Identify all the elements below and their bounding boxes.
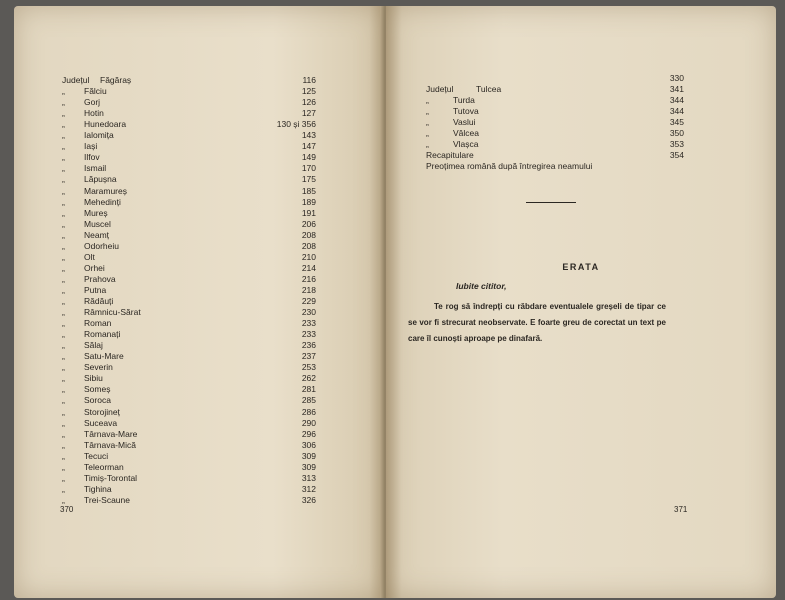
toc-entry-name: Ialomița bbox=[84, 130, 114, 141]
toc-entry-page: 353 bbox=[669, 139, 684, 149]
toc-entry-prefix: „ bbox=[426, 139, 429, 149]
toc-entry-name: Roman bbox=[84, 318, 112, 329]
toc-entry-name: Hunedoara bbox=[84, 119, 127, 130]
toc-entry-prefix: „ bbox=[62, 351, 65, 362]
toc-entry bbox=[426, 84, 684, 95]
toc-entry-name: Hotin bbox=[84, 108, 104, 119]
toc-entry-page: 116 bbox=[302, 75, 316, 85]
toc-entry-page: 216 bbox=[301, 273, 316, 284]
toc-entry-prefix: „ bbox=[62, 362, 65, 373]
toc-entry-page: 170 bbox=[301, 163, 316, 174]
toc-entry-name: Trei-Scaune bbox=[84, 494, 130, 505]
toc-entry bbox=[62, 163, 316, 174]
toc-entry-prefix: „ bbox=[62, 461, 65, 472]
toc-entry-prefix: „ bbox=[62, 450, 65, 461]
toc-entry bbox=[62, 351, 316, 362]
toc-entry-prefix: „ bbox=[62, 97, 65, 108]
toc-entry-name: Târnava-Mare bbox=[84, 428, 138, 439]
toc-entry-prefix: „ bbox=[62, 240, 65, 251]
toc-entry-prefix: „ bbox=[62, 196, 65, 207]
toc-entry bbox=[62, 418, 316, 429]
toc-entry-page: 127 bbox=[301, 108, 316, 119]
toc-entry bbox=[62, 197, 316, 208]
toc-entry-prefix: „ bbox=[62, 152, 65, 163]
toc-entry-page: 306 bbox=[301, 439, 316, 450]
toc-entry bbox=[426, 95, 684, 106]
errata-body: Te rog să îndrepți cu răbdare eventualele greșeli de tipar ce se vor fi strecurat neobservate. E foarte greu de corectat un text pe care îl cunoști aproape pe dinafară. bbox=[408, 302, 666, 343]
toc-entry-page: 149 bbox=[301, 152, 316, 163]
toc-entry-prefix: „ bbox=[62, 428, 65, 439]
toc-entry-name: Prahova bbox=[84, 273, 116, 284]
toc-entry bbox=[62, 373, 316, 384]
toc-entry-prefix: „ bbox=[62, 207, 65, 218]
toc-entry-name: Sibiu bbox=[84, 373, 103, 384]
toc-entry-name: Putna bbox=[84, 284, 107, 295]
toc-entry-name: Maramureș bbox=[84, 185, 127, 196]
toc-entry-name: Odorheiu bbox=[84, 240, 119, 251]
toc-entry-name: Rădăuți bbox=[84, 296, 114, 306]
toc-entry-page: 191 bbox=[301, 207, 316, 218]
toc-entry bbox=[426, 150, 684, 161]
toc-entry-name: Someș bbox=[84, 384, 111, 395]
toc-entry-prefix: „ bbox=[62, 296, 65, 306]
toc-entry-page: 313 bbox=[301, 472, 316, 483]
toc-entry-name: Mureș bbox=[84, 207, 108, 218]
toc-entry-page: 233 bbox=[301, 329, 316, 340]
toc-entry-page: 344 bbox=[669, 95, 684, 105]
toc-entry-name: Timiș-Torontal bbox=[84, 472, 138, 483]
page-number-left: 370 bbox=[60, 505, 74, 514]
toc-entry-name: Preoțimea română după întregirea neamului bbox=[426, 161, 593, 171]
toc-entry-name: Gorj bbox=[84, 97, 101, 108]
toc-entry bbox=[62, 440, 316, 451]
toc-entry-page: 326 bbox=[301, 494, 316, 505]
toc-entry-prefix: „ bbox=[426, 95, 429, 105]
toc-entry-prefix: „ bbox=[62, 439, 65, 450]
toc-entry-prefix: „ bbox=[62, 483, 65, 494]
toc-entry-page: 281 bbox=[301, 384, 316, 395]
toc-entry bbox=[62, 75, 316, 86]
toc-entry-prefix: „ bbox=[62, 262, 65, 273]
right-page bbox=[386, 6, 776, 598]
toc-entry-page: 345 bbox=[669, 117, 684, 127]
toc-entry-page: 185 bbox=[301, 185, 316, 196]
toc-entry-page: 354 bbox=[669, 150, 684, 160]
toc-entry bbox=[62, 97, 316, 108]
toc-entry-name: Teleorman bbox=[84, 461, 124, 472]
toc-entry-prefix: „ bbox=[62, 229, 65, 240]
toc-entry-prefix: „ bbox=[62, 406, 65, 417]
toc-entry-prefix: „ bbox=[62, 472, 65, 483]
toc-entry-name: Vlașca bbox=[453, 139, 479, 149]
toc-entry-name: Vaslui bbox=[453, 117, 476, 127]
toc-entry-page: 237 bbox=[301, 351, 316, 362]
toc-entry-page: 350 bbox=[669, 128, 684, 138]
toc-entry-prefix: „ bbox=[426, 106, 429, 116]
toc-entry-page: 312 bbox=[301, 483, 316, 494]
toc-entry-name: Recapitulare bbox=[426, 150, 474, 160]
toc-entry bbox=[62, 329, 316, 340]
toc-entry bbox=[62, 296, 316, 307]
toc-entry bbox=[62, 318, 316, 329]
toc-entry-prefix: „ bbox=[62, 307, 65, 318]
toc-entry-name: Fălciu bbox=[84, 86, 107, 97]
toc-entry bbox=[62, 241, 316, 252]
toc-entry-prefix: „ bbox=[62, 494, 65, 505]
toc-entry-name: Iași bbox=[84, 141, 98, 152]
toc-entry bbox=[62, 174, 316, 185]
toc-entry bbox=[62, 230, 316, 241]
toc-entry bbox=[62, 119, 316, 130]
toc-entry bbox=[62, 407, 316, 418]
toc-entry-prefix: Județul bbox=[426, 84, 454, 94]
toc-entry-prefix: „ bbox=[62, 318, 65, 329]
toc-entry-prefix: „ bbox=[426, 128, 429, 138]
toc-entry-prefix: „ bbox=[62, 251, 65, 262]
section-divider bbox=[526, 202, 576, 203]
toc-entry bbox=[426, 161, 684, 172]
toc-entry-name: Tecuci bbox=[84, 450, 109, 461]
toc-entry bbox=[62, 495, 316, 506]
toc-entry-page: 330 bbox=[669, 73, 684, 83]
toc-entry bbox=[62, 340, 316, 351]
toc-entry-prefix: „ bbox=[62, 417, 65, 428]
left-page bbox=[14, 6, 384, 598]
toc-entry-page: 126 bbox=[301, 97, 316, 108]
toc-entry-name: Râmnicu-Sărat bbox=[84, 307, 141, 318]
toc-entry-name: Satu-Mare bbox=[84, 351, 124, 362]
toc-entry bbox=[426, 117, 684, 128]
toc-entry-prefix: „ bbox=[62, 163, 65, 174]
toc-entry-page: 210 bbox=[301, 251, 316, 262]
toc-entry-page: 143 bbox=[301, 130, 316, 141]
open-book bbox=[14, 6, 778, 598]
toc-entry-name: Ismail bbox=[84, 163, 107, 174]
toc-entry-name: Turda bbox=[453, 95, 475, 105]
toc-entry-prefix: „ bbox=[62, 174, 65, 185]
toc-entry-page: 208 bbox=[301, 240, 316, 251]
toc-entry-page: 233 bbox=[301, 318, 316, 329]
toc-entry-prefix: „ bbox=[62, 284, 65, 295]
toc-entry bbox=[62, 462, 316, 473]
toc-entry-page: 296 bbox=[301, 428, 316, 439]
toc-entry-page: 206 bbox=[301, 218, 316, 229]
toc-entry bbox=[62, 219, 316, 230]
toc-entry-prefix: „ bbox=[62, 130, 65, 141]
toc-entry bbox=[62, 362, 316, 373]
toc-entry-prefix: „ bbox=[62, 141, 65, 152]
toc-entry-prefix: Județul bbox=[62, 75, 90, 85]
toc-entry-page: 341 bbox=[669, 84, 684, 94]
toc-entry-page: 130 și 356 bbox=[276, 119, 316, 130]
toc-entry bbox=[62, 451, 316, 462]
toc-entry-page: 230 bbox=[301, 307, 316, 318]
toc-entry-prefix: „ bbox=[62, 273, 65, 284]
toc-entry-prefix: „ bbox=[62, 86, 65, 97]
toc-entry-page: 253 bbox=[301, 362, 316, 373]
toc-entry-page: 236 bbox=[301, 340, 316, 351]
toc-entry-prefix: „ bbox=[426, 117, 429, 127]
toc-entry-page: 344 bbox=[669, 106, 684, 116]
toc-entry-name: Soroca bbox=[84, 395, 111, 406]
toc-entry-page: 125 bbox=[301, 86, 316, 97]
toc-entry-name: Făgăraș bbox=[100, 75, 132, 85]
toc-entry-name: Muscel bbox=[84, 218, 111, 229]
toc-entry bbox=[62, 473, 316, 484]
toc-entry bbox=[426, 139, 684, 150]
toc-entry bbox=[62, 285, 316, 296]
toc-entry-page: 189 bbox=[301, 196, 316, 207]
page-number-right: 371 bbox=[674, 505, 688, 514]
toc-entry-prefix: „ bbox=[62, 119, 65, 130]
toc-entry-name: Vâlcea bbox=[453, 128, 479, 138]
toc-entry-prefix: „ bbox=[62, 373, 65, 384]
toc-entry bbox=[62, 108, 316, 119]
toc-entry bbox=[62, 130, 316, 141]
toc-entry-page: 262 bbox=[301, 373, 316, 384]
toc-entry-name: Ilfov bbox=[84, 152, 100, 163]
toc-entry-prefix: „ bbox=[62, 329, 65, 340]
toc-entry-page: 214 bbox=[301, 262, 316, 273]
toc-entry-page: 290 bbox=[301, 417, 316, 428]
toc-entry-page: 229 bbox=[301, 296, 316, 306]
toc-entry bbox=[62, 152, 316, 163]
toc-entry-name: Mehedinți bbox=[84, 196, 121, 207]
toc-entry bbox=[62, 208, 316, 219]
toc-entry-name: Severin bbox=[84, 362, 113, 373]
toc-entry-prefix: „ bbox=[62, 384, 65, 395]
toc-entry-page: 309 bbox=[301, 450, 316, 461]
toc-entry-name: Sălaj bbox=[84, 340, 103, 351]
toc-entry bbox=[62, 429, 316, 440]
errata-greeting: Iubite cititor, bbox=[456, 281, 507, 291]
toc-entry-page: 147 bbox=[301, 141, 316, 152]
toc-entry bbox=[62, 252, 316, 263]
toc-entry-page: 285 bbox=[301, 395, 316, 406]
toc-entry bbox=[62, 484, 316, 495]
toc-entry-prefix: „ bbox=[62, 340, 65, 351]
toc-entry-name: Târnava-Mică bbox=[84, 439, 136, 450]
toc-entry bbox=[62, 141, 316, 152]
toc-entry-name: Tighina bbox=[84, 483, 112, 494]
toc-entry bbox=[62, 307, 316, 318]
toc-entry-page: 175 bbox=[301, 174, 316, 185]
toc-entry-prefix: „ bbox=[62, 108, 65, 119]
toc-entry-name: Tutova bbox=[453, 106, 479, 116]
toc-entry-prefix: „ bbox=[62, 185, 65, 196]
toc-entry-name: Lăpușna bbox=[84, 174, 117, 185]
toc-entry bbox=[62, 186, 316, 197]
toc-entry-name: Olt bbox=[84, 251, 95, 262]
toc-entry-page: 208 bbox=[301, 229, 316, 240]
toc-entry bbox=[426, 106, 684, 117]
toc-entry bbox=[62, 384, 316, 395]
toc-entry-name: Romanați bbox=[84, 329, 121, 340]
toc-entry-prefix: „ bbox=[62, 218, 65, 229]
toc-entry bbox=[62, 274, 316, 285]
toc-entry-name: Tulcea bbox=[476, 84, 502, 94]
toc-entry-page: 218 bbox=[301, 284, 316, 295]
toc-entry bbox=[62, 86, 316, 97]
toc-entry-name: Orhei bbox=[84, 262, 105, 273]
toc-entry-page: 309 bbox=[301, 461, 316, 472]
toc-entry bbox=[62, 395, 316, 406]
toc-entry-name: Storojineț bbox=[84, 406, 120, 417]
toc-entry-page: 286 bbox=[301, 406, 316, 417]
toc-entry bbox=[62, 263, 316, 274]
toc-entry bbox=[426, 128, 684, 139]
toc-entry bbox=[426, 73, 684, 84]
errata-title: ERATA bbox=[562, 262, 600, 272]
toc-entry-name: Neamț bbox=[84, 229, 110, 240]
toc-entry-prefix: „ bbox=[62, 395, 65, 406]
toc-entry-name: Suceava bbox=[84, 417, 118, 428]
